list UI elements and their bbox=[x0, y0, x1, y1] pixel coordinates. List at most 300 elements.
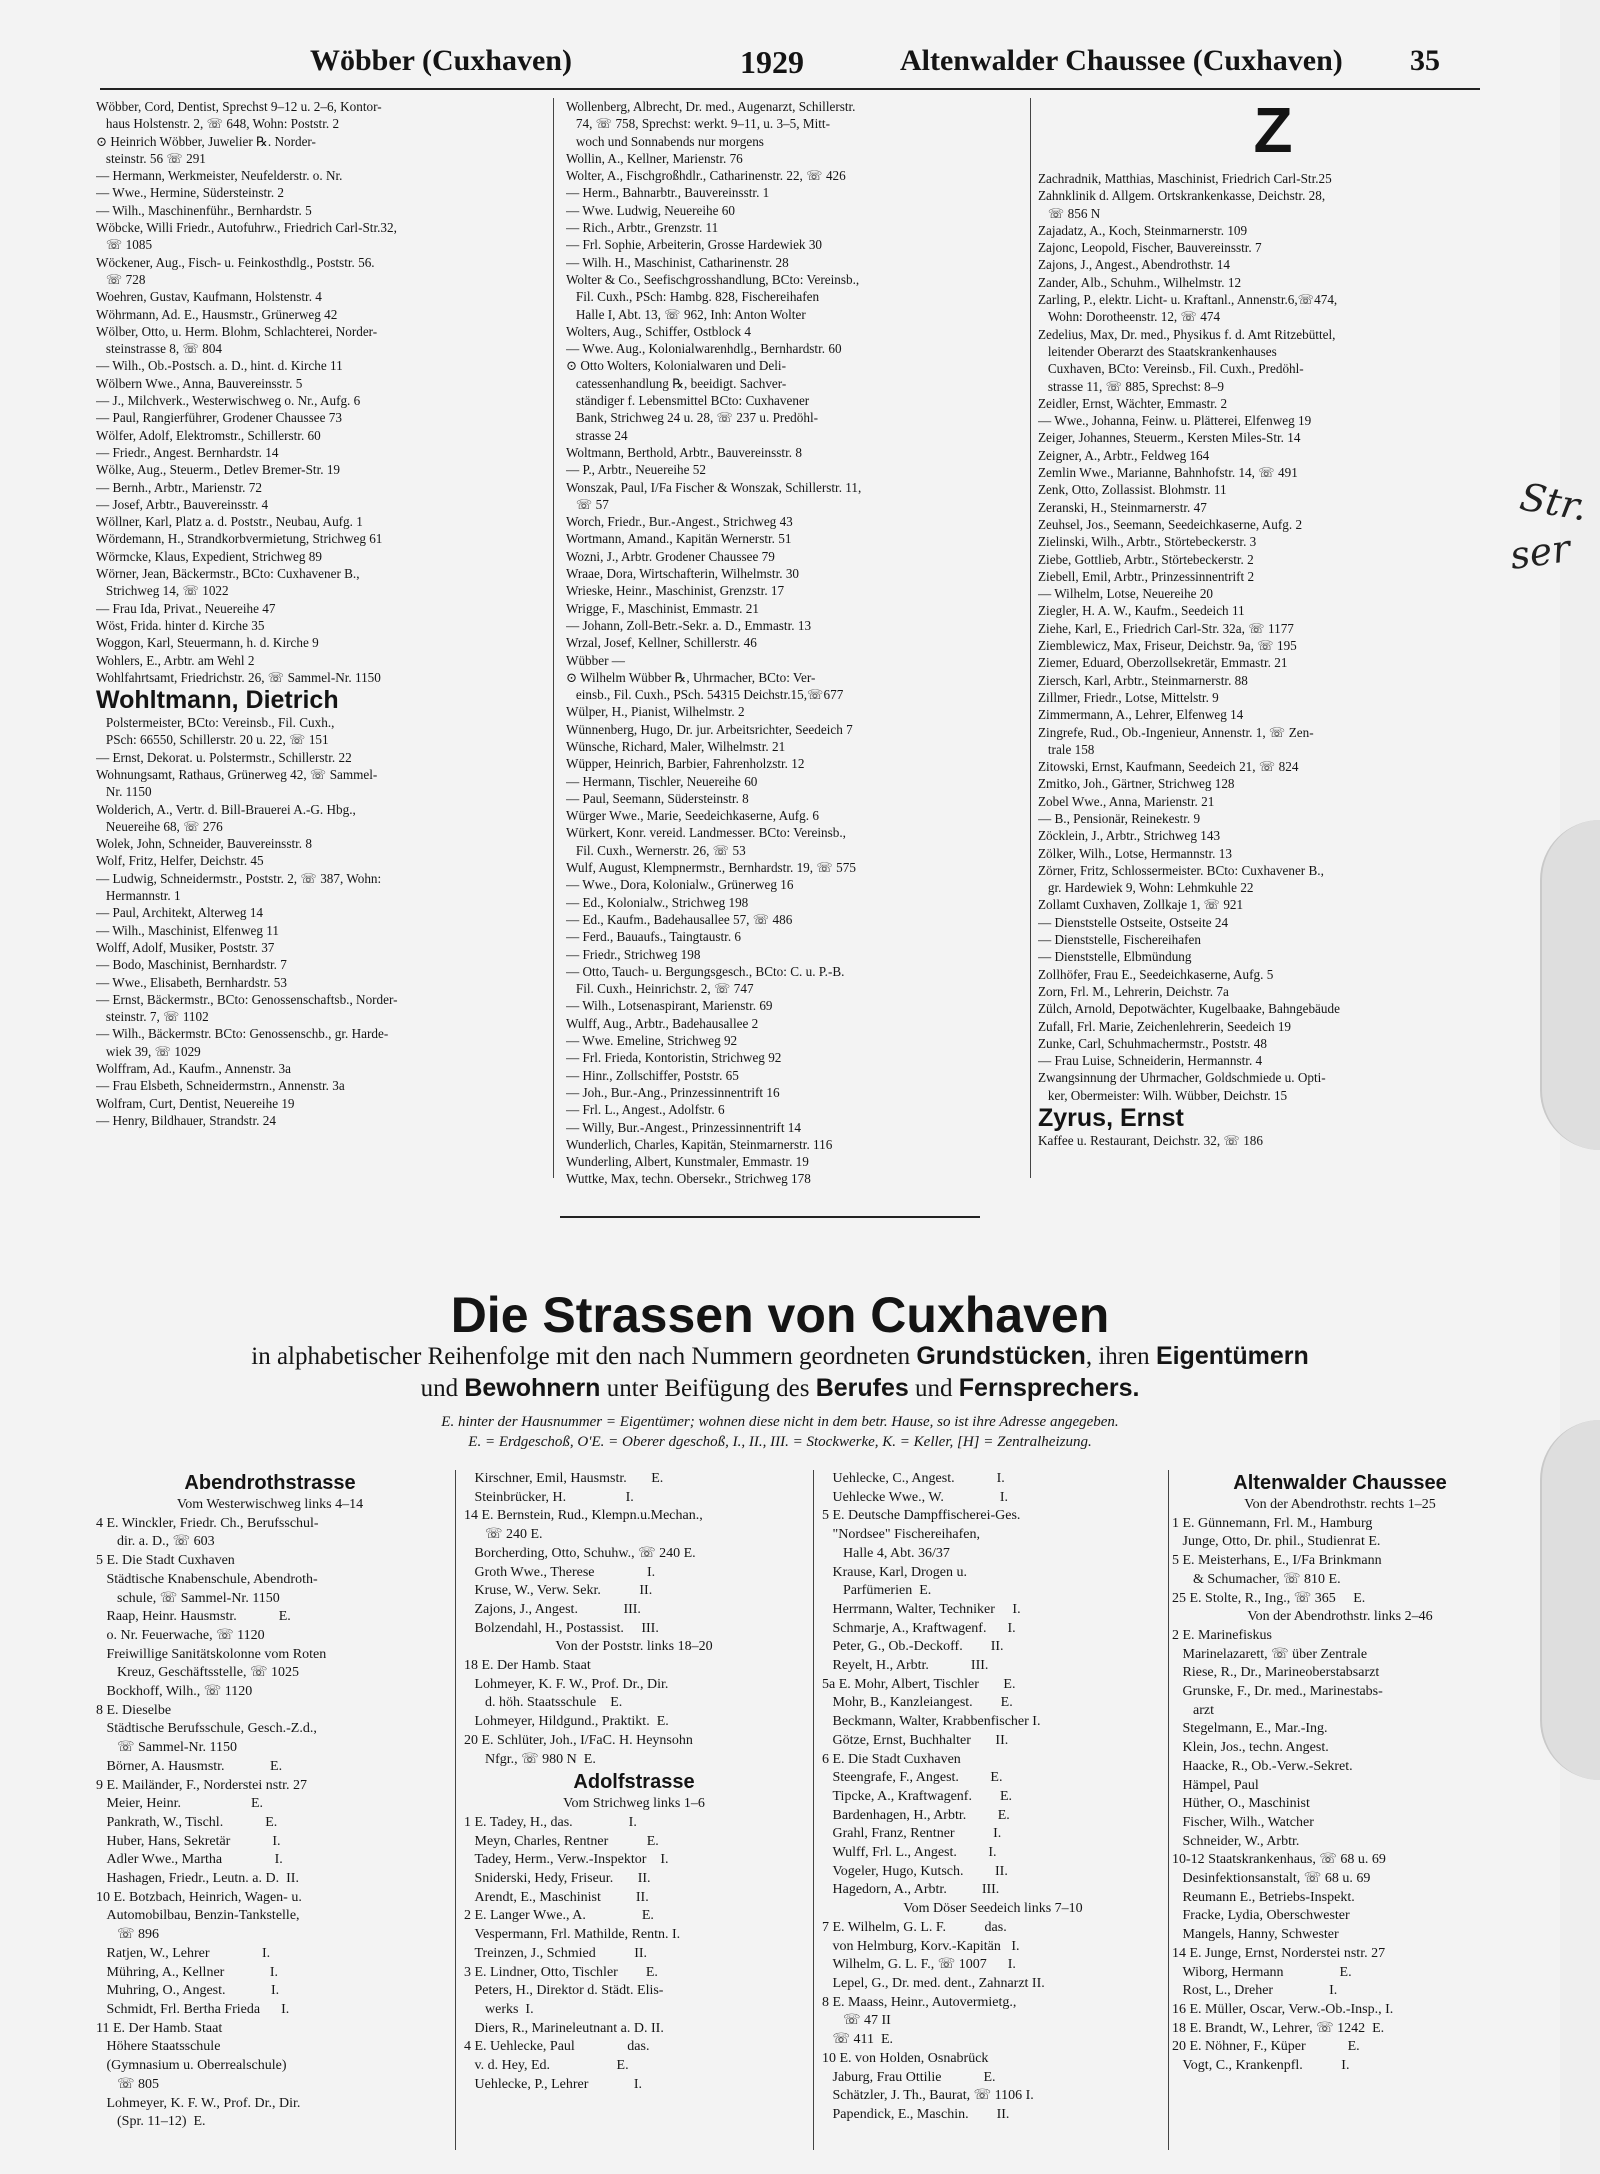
entry-line: 20 E. Nöhner, F., Küper E. bbox=[1172, 2039, 1360, 2055]
entry-line: & Schumacher, ☏ 810 E. bbox=[1172, 1571, 1341, 1587]
entry-line: Uehlecke, C., Angest. I. bbox=[822, 1471, 1005, 1486]
entry-line: Zajons, J., Angest. III. bbox=[464, 1601, 641, 1617]
column-1-entries-continued bbox=[96, 714, 546, 1129]
entry-line: Bockhoff, Wilh., ☏ 1120 bbox=[96, 1684, 253, 1700]
entry-line: Strichweg 14, ☏ 1022 bbox=[96, 583, 229, 599]
street-section: Von der Abendrothstr. links 2–46 bbox=[1247, 1609, 1433, 1625]
entry-line: ☏ 856 N bbox=[1038, 205, 1101, 221]
entry-line: — Johann, Zoll-Betr.-Sekr. a. D., Emmastr. 13 bbox=[566, 617, 812, 633]
entry-line: Pankrath, W., Tischl. E. bbox=[96, 1814, 278, 1830]
entry-line: Meyn, Charles, Rentner E. bbox=[464, 1833, 659, 1849]
entry-line: — Joh., Bur.-Ang., Prinzessinnentrift 16 bbox=[566, 1084, 780, 1100]
page-number: 35 bbox=[1410, 44, 1440, 77]
entry-line: Kruse, W., Verw. Sekr. II. bbox=[464, 1583, 653, 1599]
entry-line: Wolter, A., Fischgroßhdlr., Catharinenstr. 22, ☏ 426 bbox=[566, 168, 846, 184]
entry-line: Wölbern Wwe., Anna, Bauvereinsstr. 5 bbox=[96, 375, 303, 391]
entry-line: — Ernst, Bäckermstr., BCto: Genossenschaftsb., Norder- bbox=[96, 991, 398, 1007]
entry-line: Adler Wwe., Martha I. bbox=[96, 1852, 283, 1868]
entry-line: Wöbcke, Willi Friedr., Autofuhrw., Friedrich Carl-Str.32, bbox=[96, 220, 397, 236]
entry-line: Junge, Otto, Dr. phil., Studienrat E. bbox=[1172, 1534, 1381, 1550]
entry-line: Diers, R., Marineleutnant a. D. II. bbox=[464, 2020, 664, 2036]
entry-line: Wölfer, Adolf, Elektromstr., Schillerstr. 60 bbox=[96, 427, 321, 443]
entry-line: schule, ☏ Sammel-Nr. 1150 bbox=[96, 1590, 280, 1606]
entry-line: Reyelt, H., Arbtr. III. bbox=[822, 1658, 989, 1674]
entry-line: 10 E. Botzbach, Heinrich, Wagen- u. bbox=[96, 1889, 302, 1905]
entry-line: PSch: 66550, Schillerstr. 20 u. 22, ☏ 151 bbox=[96, 732, 329, 748]
entry-line: Steinbrücker, H. I. bbox=[464, 1489, 634, 1505]
entry-line: Zeidler, Ernst, Wächter, Emmastr. 2 bbox=[1038, 395, 1228, 411]
entry-line: 10 E. von Holden, Osnabrück bbox=[822, 2050, 989, 2066]
entry-line: Wünsche, Richard, Maler, Wilhelmstr. 21 bbox=[566, 738, 786, 754]
column-1-entries bbox=[96, 98, 546, 686]
entry-line: Zenk, Otto, Zollassist. Blohmstr. 11 bbox=[1038, 482, 1227, 498]
entry-line: Jaburg, Frau Ottilie E. bbox=[822, 2069, 996, 2085]
street-column-2 bbox=[464, 1470, 804, 2095]
entry-line: Uehlecke Wwe., W. I. bbox=[822, 1489, 1008, 1505]
entry-line: leitender Oberarzt des Staatskrankenhauses bbox=[1038, 343, 1277, 359]
entry-line: Wohlers, E., Arbtr. am Wehl 2 bbox=[96, 652, 255, 668]
entry-line: Halle 4, Abt. 36/37 bbox=[822, 1545, 950, 1561]
entry-line: Zemlin Wwe., Marianne, Bahnhofstr. 14, ☏ 491 bbox=[1038, 465, 1298, 481]
entry-line: — Paul, Architekt, Alterweg 14 bbox=[96, 905, 264, 921]
street-column-1 bbox=[96, 1470, 444, 2132]
section-rule bbox=[560, 1216, 980, 1218]
entry-line: Ratjen, W., Lehrer I. bbox=[96, 1945, 271, 1961]
entry-line: arzt bbox=[1172, 1702, 1214, 1718]
entry-line: Zunke, Carl, Schuhmachermstr., Poststr. 48 bbox=[1038, 1035, 1267, 1051]
entry-line: — Herm., Bahnarbtr., Bauvereinsstr. 1 bbox=[566, 185, 770, 201]
entry-line: Worch, Friedr., Bur.-Angest., Strichweg 43 bbox=[566, 514, 793, 530]
entry-line: Schneider, W., Arbtr. bbox=[1172, 1833, 1300, 1849]
entry-line: Marinelazarett, ☏ über Zentrale bbox=[1172, 1646, 1368, 1662]
street-section: Von der Abendrothstr. rechts 1–25 bbox=[1244, 1497, 1436, 1512]
entry-line: Städtische Knabenschule, Abendroth- bbox=[96, 1571, 318, 1587]
entry-line: Wördemann, H., Strandkorbvermietung, Strichweg 61 bbox=[96, 531, 383, 547]
entry-line: gr. Hardewiek 9, Wohn: Lehmkuhle 22 bbox=[1038, 880, 1254, 896]
entry-line: Wulf, August, Klempnermstr., Bernhardstr. 19, ☏ 575 bbox=[566, 860, 856, 876]
entry-line: Wohnungsamt, Rathaus, Grünerweg 42, ☏ Sammel- bbox=[96, 766, 378, 782]
entry-line: Wörner, Jean, Bäckermstr., BCto: Cuxhavener B., bbox=[96, 566, 360, 582]
entry-line: Sniderski, Hedy, Friseur. II. bbox=[464, 1871, 651, 1887]
entry-line: Zielinski, Wilh., Arbtr., Störtebeckerstr. 3 bbox=[1038, 534, 1257, 550]
entry-line: Zollamt Cuxhaven, Zollkaje 1, ☏ 921 bbox=[1038, 897, 1244, 913]
entry-line: Kreuz, Geschäftsstelle, ☏ 1025 bbox=[96, 1665, 299, 1681]
entry-line: ☏ 240 E. bbox=[464, 1527, 543, 1543]
entry-line: (Gymnasium u. Oberrealschule) bbox=[96, 2058, 287, 2074]
entry-line: — Frl. Frieda, Kontoristin, Strichweg 92 bbox=[566, 1050, 782, 1066]
directory-column-2 bbox=[566, 98, 1026, 1188]
entry-line: Zorn, Frl. M., Lehrerin, Deichstr. 7a bbox=[1038, 983, 1229, 999]
street-entries bbox=[96, 1496, 444, 2132]
entry-line: — Frl. Sophie, Arbeiterin, Grosse Hardewiek 30 bbox=[566, 237, 823, 253]
entry-line: Wöllner, Karl, Platz a. d. Poststr., Neubau, Aufg. 1 bbox=[96, 514, 363, 530]
street-column-3 bbox=[822, 1470, 1164, 2125]
entry-line: Automobilbau, Benzin-Tankstelle, bbox=[96, 1908, 300, 1924]
handwritten-note: ser bbox=[1507, 526, 1573, 578]
column-3-entries bbox=[1038, 170, 1508, 1104]
entry-line: Mangels, Hanny, Schwester bbox=[1172, 1927, 1339, 1943]
entry-line: — Rich., Arbtr., Grenzstr. 11 bbox=[566, 220, 719, 236]
entry-line: werks I. bbox=[464, 2001, 534, 2017]
entry-line: ☏ Sammel-Nr. 1150 bbox=[96, 1740, 238, 1756]
entry-line: Desinfektionsanstalt, ☏ 68 u. 69 bbox=[1172, 1871, 1371, 1887]
entry-line: Rost, L., Dreher I. bbox=[1172, 1983, 1338, 1999]
entry-line: 4 E. Uehlecke, Paul das. bbox=[464, 2039, 650, 2055]
entry-line: 1 E. Tadey, H., das. I. bbox=[464, 1814, 637, 1830]
entry-line: Nr. 1150 bbox=[96, 784, 152, 800]
subtitle-text: , ihren bbox=[1085, 1343, 1156, 1370]
entry-line: Huber, Hans, Sekretär I. bbox=[96, 1833, 281, 1849]
entry-line: Raap, Heinr. Hausmstr. E. bbox=[96, 1609, 291, 1625]
header-year: 1929 bbox=[740, 44, 804, 80]
entry-line: Ziemblewicz, Max, Friseur, Deichstr. 9a, ☏ 195 bbox=[1038, 638, 1297, 654]
entry-line: 5 E. Deutsche Dampffischerei-Ges. bbox=[822, 1508, 1021, 1524]
entry-line: — Wwe., Dora, Kolonialw., Grünerweg 16 bbox=[566, 877, 794, 893]
entry-line: Peters, H., Direktor d. Städt. Elis- bbox=[464, 1983, 664, 1999]
subtitle-bold: Bewohnern bbox=[464, 1374, 601, 1402]
entry-line: 2 E. Marinefiskus bbox=[1172, 1627, 1272, 1643]
entry-line: Fil. Cuxh., Wernerstr. 26, ☏ 53 bbox=[566, 842, 746, 858]
header-right: Altenwalder Chaussee (Cuxhaven) bbox=[900, 44, 1343, 77]
entry-line: Zörner, Fritz, Schlossermeister. BCto: Cuxhavener B., bbox=[1038, 862, 1324, 878]
entry-line: Ziegler, H. A. W., Kaufm., Seedeich 11 bbox=[1038, 603, 1245, 619]
entry-line: Peter, G., Ob.-Deckoff. II. bbox=[822, 1639, 1004, 1655]
entry-line: Zülch, Arnold, Depotwächter, Kugelbaake, Bahngebäude bbox=[1038, 1001, 1340, 1017]
entry-line: — Dienststelle Ostseite, Ostseite 24 bbox=[1038, 914, 1229, 930]
entry-line: einsb., Fil. Cuxh., PSch. 54315 Deichstr.15,☏677 bbox=[566, 687, 844, 703]
entry-line: Wolfram, Curt, Dentist, Neuereihe 19 bbox=[96, 1095, 295, 1111]
entry-line: Zöcklein, J., Arbtr., Strichweg 143 bbox=[1038, 828, 1221, 844]
entry-line: — Wilh., Maschinist, Elfenweg 11 bbox=[96, 922, 279, 938]
page-header bbox=[60, 44, 1500, 84]
entry-line: Hagedorn, A., Arbtr. III. bbox=[822, 1882, 1000, 1898]
entry-line: Börner, A. Hausmstr. E. bbox=[96, 1758, 283, 1774]
entry-line: Wunderling, Albert, Kunstmaler, Emmastr. 19 bbox=[566, 1154, 809, 1170]
entry-line: Wolter & Co., Seefischgrosshandlung, BCto: Vereinsb., bbox=[566, 271, 860, 287]
entry-line: ☏ 896 bbox=[96, 1927, 160, 1943]
entry-line: Woggon, Karl, Steuermann, h. d. Kirche 9 bbox=[96, 635, 319, 651]
entry-line: Zedelius, Max, Dr. med., Physikus f. d. Amt Ritzebüttel, bbox=[1038, 326, 1336, 342]
entry-line: Höhere Staatsschule bbox=[96, 2039, 221, 2055]
entry-line: Wraae, Dora, Wirtschafterin, Wilhelmstr. 30 bbox=[566, 566, 800, 582]
entry-line: Wüpper, Heinrich, Barbier, Fahrenholzstr. 12 bbox=[566, 756, 805, 772]
entry-line: ☏ 728 bbox=[96, 271, 146, 287]
entry-line: steinstr. 7, ☏ 1102 bbox=[96, 1009, 209, 1025]
entry-line: — Friedr., Angest. Bernhardstr. 14 bbox=[96, 444, 279, 460]
column-2-entries bbox=[566, 98, 1026, 1188]
entry-line: Zillmer, Friedr., Lotse, Mittelstr. 9 bbox=[1038, 689, 1219, 705]
entry-line: Würkert, Konr. vereid. Landmesser. BCto: Vereinsb., bbox=[566, 825, 846, 841]
entry-line: Zarling, P., elektr. Licht- u. Kraftanl., Annenstr.6,☏474, bbox=[1038, 292, 1338, 308]
entry-line: — Paul, Rangierführer, Grodener Chaussee 73 bbox=[96, 410, 342, 426]
entry-line: — Wwe. Emeline, Strichweg 92 bbox=[566, 1033, 738, 1049]
entry-line: trale 158 bbox=[1038, 741, 1095, 757]
directory-column-3 bbox=[1038, 98, 1508, 1149]
entry-line: Bank, Strichweg 24 u. 28, ☏ 237 u. Predöhl- bbox=[566, 410, 819, 426]
entry-line: Groth Wwe., Therese I. bbox=[464, 1564, 656, 1580]
entry-line: Ziebe, Gottlieb, Arbtr., Störtebeckerstr. 2 bbox=[1038, 551, 1254, 567]
entry-line: 10-12 Staatskrankenhaus, ☏ 68 u. 69 bbox=[1172, 1852, 1386, 1868]
entry-line: Wohlfahrtsamt, Friedrichstr. 26, ☏ Sammel-Nr. 1150 bbox=[96, 669, 381, 685]
entry-line: 9 E. Mailänder, F., Norderstei nstr. 27 bbox=[96, 1777, 308, 1793]
entry-line: — Ludwig, Schneidermstr., Poststr. 2, ☏ 387, Wohn: bbox=[96, 870, 382, 886]
entry-line: — Bodo, Maschinist, Bernhardstr. 7 bbox=[96, 957, 287, 973]
entry-line: Cuxhaven, BCto: Vereinsb., Fil. Cuxh., Predöhl- bbox=[1038, 361, 1304, 377]
entry-line: Wulff, Aug., Arbtr., Badehausallee 2 bbox=[566, 1015, 759, 1031]
street-section: Vom Westerwischweg links 4–14 bbox=[176, 1497, 364, 1512]
subtitle-text: in alphabetischer Reihenfolge mit den nach Nummern geordneten bbox=[251, 1343, 917, 1370]
street-entries bbox=[822, 1470, 1164, 2125]
entry-line: Nfgr., ☏ 980 N E. bbox=[464, 1751, 596, 1767]
entry-line: 8 E. Dieselbe bbox=[96, 1702, 172, 1718]
entry-line: — P., Arbtr., Neuereihe 52 bbox=[566, 462, 706, 478]
entry-line: ⊙ Otto Wolters, Kolonialwaren und Deli- bbox=[566, 358, 786, 374]
entry-line: Götze, Ernst, Buchhalter II. bbox=[822, 1732, 1009, 1748]
entry-line: Wuttke, Max, techn. Obersekr., Strichweg 178 bbox=[566, 1171, 811, 1187]
entry-line: Woehren, Gustav, Kaufmann, Holstenstr. 4 bbox=[96, 289, 322, 305]
entry-line: Wübber — bbox=[566, 652, 625, 668]
entry-line: Uehlecke, P., Lehrer I. bbox=[464, 2076, 643, 2092]
entry-line: Hämpel, Paul bbox=[1172, 1777, 1259, 1793]
entry-line: Borcherding, Otto, Schuhw., ☏ 240 E. bbox=[464, 1545, 696, 1561]
entry-line: Zeranski, H., Steinmarnerstr. 47 bbox=[1038, 499, 1207, 515]
entry-line: Ziehe, Karl, E., Friedrich Carl-Str. 32a, ☏ 1177 bbox=[1038, 620, 1294, 636]
entry-line: Wörmcke, Klaus, Expedient, Strichweg 89 bbox=[96, 548, 322, 564]
entry-line: Zajonc, Leopold, Fischer, Bauvereinsstr. 7 bbox=[1038, 240, 1262, 256]
entry-line: Bolzendahl, H., Postassist. III. bbox=[464, 1620, 659, 1636]
entry-line: Steengrafe, F., Angest. E. bbox=[822, 1770, 1003, 1786]
entry-line: — Hermann, Werkmeister, Neufelderstr. o. Nr. bbox=[96, 168, 343, 184]
entry-line: Ziersch, Karl, Arbtr., Steinmarnerstr. 88 bbox=[1038, 672, 1248, 688]
entry-line: Ziebell, Emil, Arbtr., Prinzessinnentrift 2 bbox=[1038, 568, 1255, 584]
entry-line: Fischer, Wilh., Watcher bbox=[1172, 1814, 1314, 1830]
street-heading: Abendrothstrasse bbox=[184, 1472, 356, 1494]
entry-line: Arendt, E., Maschinist II. bbox=[464, 1889, 649, 1905]
entry-line: Zmitko, Joh., Gärtner, Strichweg 128 bbox=[1038, 776, 1235, 792]
entry-line: Wunderlich, Charles, Kapitän, Steinmarnerstr. 116 bbox=[566, 1136, 833, 1152]
entry-line: Zander, Alb., Schuhm., Wilhelmstr. 12 bbox=[1038, 274, 1242, 290]
entry-line: strasse 24 bbox=[566, 427, 628, 443]
entry-line: Wohn: Dorotheenstr. 12, ☏ 474 bbox=[1038, 309, 1221, 325]
column-divider bbox=[1168, 1470, 1169, 2150]
entry-line: ⊙ Wilhelm Wübber ℞, Uhrmacher, BCto: Ver- bbox=[566, 669, 816, 685]
entry-line: Wolderich, A., Vertr. d. Bill-Brauerei A.-G. Hbg., bbox=[96, 801, 356, 817]
index-tab-edge bbox=[1540, 1420, 1600, 1780]
directory-column-1 bbox=[96, 98, 546, 1129]
entry-line: Hermannstr. 1 bbox=[96, 888, 181, 904]
entry-line: — Wwe. Ludwig, Neuereihe 60 bbox=[566, 202, 735, 218]
subtitle-text: unter Beifügung des bbox=[600, 1375, 816, 1402]
index-tab-edge bbox=[1540, 820, 1600, 1150]
entry-line: — Friedr., Strichweg 198 bbox=[566, 946, 701, 962]
entry-line: 5 E. Meisterhans, E., I/Fa Brinkmann bbox=[1172, 1553, 1382, 1569]
entry-line: haus Holstenstr. 2, ☏ 648, Wohn: Poststr. 2 bbox=[96, 116, 340, 132]
entry-line: Lohmeyer, Hildgund., Praktikt. E. bbox=[464, 1714, 669, 1730]
entry-line: — Wilhelm, Lotse, Neuereihe 20 bbox=[1038, 586, 1214, 602]
entry-line: Wöhrmann, Ad. E., Hausmstr., Grünerweg 42 bbox=[96, 306, 338, 322]
street-heading: Altenwalder Chaussee bbox=[1233, 1472, 1447, 1494]
entry-line: — Ed., Kolonialw., Strichweg 198 bbox=[566, 894, 749, 910]
header-left: Wöbber (Cuxhaven) bbox=[310, 44, 572, 77]
entry-line: Wollenberg, Albrecht, Dr. med., Augenarzt, Schillerstr. bbox=[566, 99, 856, 114]
entry-line: Woltmann, Berthold, Arbtr., Bauvereinsstr. 8 bbox=[566, 444, 802, 460]
entry-line: Muhring, O., Angest. I. bbox=[96, 1983, 280, 1999]
entry-line: 18 E. Der Hamb. Staat bbox=[464, 1658, 591, 1674]
entry-line: Zölker, Wilh., Lotse, Hermannstr. 13 bbox=[1038, 845, 1232, 861]
street-section: Vom Döser Seedeich links 7–10 bbox=[903, 1901, 1083, 1917]
entry-line: Wülper, H., Pianist, Wilhelmstr. 2 bbox=[566, 704, 745, 720]
entry-line: Zahnklinik d. Allgem. Ortskrankenkasse, Deichstr. 28, bbox=[1038, 188, 1326, 204]
entry-line: Wrzal, Josef, Kellner, Schillerstr. 46 bbox=[566, 635, 757, 651]
entry-line: Wrigge, F., Maschinist, Emmastr. 21 bbox=[566, 600, 759, 616]
entry-line: — Wilh., Maschinenführ., Bernhardstr. 5 bbox=[96, 202, 312, 218]
legend-note-2: E. = Erdgeschoß, O'E. = Oberer dgeschoß, I., II., III. = Stockwerke, K. = Keller, [H] = Zentralheizung. bbox=[468, 1434, 1092, 1450]
entry-line: Wollin, A., Kellner, Marienstr. 76 bbox=[566, 150, 743, 166]
entry-line: 1 E. Günnemann, Frl. M., Hamburg bbox=[1172, 1515, 1373, 1531]
entry-line: — Otto, Tauch- u. Bergungsgesch., BCto: C. u. P.-B. bbox=[566, 963, 845, 979]
entry-line: Parfümerien E. bbox=[822, 1583, 932, 1599]
entry-line: catessenhandlung ℞, beeidigt. Sachver- bbox=[566, 375, 787, 391]
street-section: Vom Strichweg links 1–6 bbox=[563, 1796, 705, 1812]
entry-line: Kaffee u. Restaurant, Deichstr. 32, ☏ 186 bbox=[1038, 1133, 1263, 1149]
entry-line: — Wilh., Ob.-Postsch. a. D., hint. d. Kirche 11 bbox=[96, 358, 343, 374]
entry-line: — Ed., Kaufm., Badehausallee 57, ☏ 486 bbox=[566, 911, 793, 927]
entry-line: Vogt, C., Krankenpfl. I. bbox=[1172, 2058, 1350, 2074]
entry-line: Vogeler, Hugo, Kutsch. II. bbox=[822, 1863, 1008, 1879]
entry-line: dir. a. D., ☏ 603 bbox=[96, 1534, 215, 1550]
entry-line: steinstrasse 8, ☏ 804 bbox=[96, 341, 223, 357]
entry-line: 18 E. Brandt, W., Lehrer, ☏ 1242 E. bbox=[1172, 2020, 1385, 2036]
entry-line: Klein, Jos., techn. Angest. bbox=[1172, 1740, 1329, 1756]
street-heading: Adolfstrasse bbox=[573, 1771, 695, 1794]
entry-line: Zingrefe, Rud., Ob.-Ingenieur, Annenstr. 1, ☏ Zen- bbox=[1038, 724, 1314, 740]
entry-line: Schmidt, Frl. Bertha Frieda I. bbox=[96, 2001, 290, 2017]
entry-line: 25 E. Stolte, R., Ing., ☏ 365 E. bbox=[1172, 1590, 1366, 1606]
subtitle-bold: Berufes bbox=[815, 1374, 909, 1402]
entry-line: 5a E. Mohr, Albert, Tischler E. bbox=[822, 1676, 1016, 1692]
entry-line: Zwangsinnung der Uhrmacher, Goldschmiede u. Opti- bbox=[1038, 1070, 1326, 1086]
entry-line: o. Nr. Feuerwache, ☏ 1120 bbox=[96, 1627, 265, 1643]
entry-line: Zitowski, Ernst, Kaufmann, Seedeich 21, ☏ 824 bbox=[1038, 759, 1299, 775]
entry-line: Zajadatz, A., Koch, Steinmarnerstr. 109 bbox=[1038, 222, 1248, 238]
entry-line: Freiwillige Sanitätskolonne vom Roten bbox=[96, 1646, 327, 1662]
entry-line: — Frau Ida, Privat., Neuereihe 47 bbox=[96, 600, 276, 616]
entry-line: Wolf, Fritz, Helfer, Deichstr. 45 bbox=[96, 853, 264, 869]
entry-line: — Bernh., Arbtr., Marienstr. 72 bbox=[96, 479, 262, 495]
entry-line: Zachradnik, Matthias, Maschinist, Friedrich Carl-Str.25 bbox=[1038, 171, 1332, 186]
bold-entry-name: Wohltmann, Dietrich bbox=[96, 686, 339, 715]
entry-line: Wöckener, Aug., Fisch- u. Feinkosthdlg., Poststr. 56. bbox=[96, 254, 375, 270]
entry-line: 2 E. Langer Wwe., A. E. bbox=[464, 1908, 654, 1924]
entry-line: Grahl, Franz, Rentner I. bbox=[822, 1826, 1002, 1842]
subtitle-bold: Grundstücken bbox=[916, 1342, 1086, 1370]
entry-line: Wolffram, Ad., Kaufm., Annenstr. 3a bbox=[96, 1061, 292, 1077]
entry-line: 5 E. Die Stadt Cuxhaven bbox=[96, 1553, 235, 1569]
entry-line: Zeuhsel, Jos., Seemann, Seedeichkaserne, Aufg. 2 bbox=[1038, 516, 1303, 532]
entry-line: Würger Wwe., Marie, Seedeichkaserne, Aufg. 6 bbox=[566, 808, 819, 824]
entry-line: Wolff, Adolf, Musiker, Poststr. 37 bbox=[96, 939, 275, 955]
entry-line: Herrmann, Walter, Techniker I. bbox=[822, 1601, 1021, 1617]
entry-line: ker, Obermeister: Wilh. Wübber, Deichstr. 15 bbox=[1038, 1087, 1288, 1103]
entry-line: ☏ 1085 bbox=[96, 237, 153, 253]
entry-line: 14 E. Bernstein, Rud., Klempn.u.Mechan., bbox=[464, 1508, 703, 1524]
entry-line: Ziemer, Eduard, Oberzollsekretär, Emmastr. 21 bbox=[1038, 655, 1288, 671]
entry-line: wiek 39, ☏ 1029 bbox=[96, 1043, 201, 1059]
entry-line: Fil. Cuxh., PSch: Hambg. 828, Fischereihafen bbox=[566, 289, 820, 305]
entry-line: Reumann E., Betriebs-Inspekt. bbox=[1172, 1889, 1355, 1905]
entry-line: Zajons, J., Angest., Abendrothstr. 14 bbox=[1038, 257, 1230, 273]
entry-line: Riese, R., Dr., Marineoberstabsarzt bbox=[1172, 1665, 1380, 1681]
entry-line: Zimmermann, A., Lehrer, Elfenweg 14 bbox=[1038, 707, 1244, 723]
entry-line: Wolek, John, Schneider, Bauvereinsstr. 8 bbox=[96, 836, 312, 852]
entry-line: — Dienststelle, Fischereihafen bbox=[1038, 932, 1201, 948]
entry-line: Kirschner, Emil, Hausmstr. E. bbox=[464, 1471, 664, 1486]
entry-line: Halle I, Abt. 13, ☏ 962, Inh: Anton Wolter bbox=[566, 306, 806, 322]
entry-line: 20 E. Schlüter, Joh., I/FaC. H. Heynsohn bbox=[464, 1732, 693, 1748]
entry-line: Krause, Karl, Drogen u. bbox=[822, 1564, 968, 1580]
entry-line: — Frau Luise, Schneiderin, Hermannstr. 4 bbox=[1038, 1053, 1263, 1069]
entry-line: "Nordsee" Fischereihafen, bbox=[822, 1527, 980, 1543]
entry-line: — Ernst, Dekorat. u. Polstermstr., Schillerstr. 22 bbox=[96, 749, 352, 765]
entry-line: Wrieske, Heinr., Maschinist, Grenzstr. 17 bbox=[566, 583, 785, 599]
entry-line: Zeiger, Johannes, Steuerm., Kersten Miles-Str. 14 bbox=[1038, 430, 1301, 446]
entry-line: Wolters, Aug., Schiffer, Ostblock 4 bbox=[566, 323, 751, 339]
entry-line: Städtische Berufsschule, Gesch.-Z.d., bbox=[96, 1721, 317, 1737]
entry-line: Zufall, Frl. Marie, Zeichenlehrerin, Seedeich 19 bbox=[1038, 1018, 1292, 1034]
entry-line: Wöbber, Cord, Dentist, Sprechst 9–12 u. 2–6, Kontor- bbox=[96, 99, 382, 114]
entry-line: — Wwe. Aug., Kolonialwarenhdlg., Bernhardstr. 60 bbox=[566, 341, 842, 357]
entry-line: Wortmann, Amand., Kapitän Wernerstr. 51 bbox=[566, 531, 792, 547]
entry-line: Fil. Cuxh., Heinrichstr. 2, ☏ 747 bbox=[566, 981, 754, 997]
entry-line: Wöst, Frida. hinter d. Kirche 35 bbox=[96, 617, 265, 633]
entry-line: — Wilh., Bäckermstr. BCto: Genossenschb., gr. Harde- bbox=[96, 1026, 389, 1042]
entry-line: Zobel Wwe., Anna, Marienstr. 21 bbox=[1038, 793, 1215, 809]
letter-heading: Z bbox=[1253, 98, 1293, 166]
entry-line: Hüther, O., Maschinist bbox=[1172, 1796, 1310, 1812]
street-column-4 bbox=[1172, 1470, 1508, 2076]
entry-line: Wulff, Frl. L., Angest. I. bbox=[822, 1845, 997, 1861]
entry-line: — Wwe., Hermine, Südersteinstr. 2 bbox=[96, 185, 285, 201]
entry-line: ☏ 411 E. bbox=[822, 2032, 894, 2048]
entry-line: strasse 11, ☏ 885, Sprechst: 8–9 bbox=[1038, 378, 1224, 394]
entry-line: — Frau Elsbeth, Schneidermstrn., Annenstr. 3a bbox=[96, 1078, 345, 1094]
entry-line: Grunske, F., Dr. med., Marinestabs- bbox=[1172, 1684, 1383, 1700]
column-divider bbox=[813, 1470, 814, 2150]
entry-line: Fracke, Lydia, Oberschwester bbox=[1172, 1908, 1350, 1924]
handwritten-note: Str. bbox=[1516, 474, 1591, 530]
entry-line: Haacke, R., Ob.-Verw.-Sekret. bbox=[1172, 1758, 1353, 1774]
entry-line: Lohmeyer, K. F. W., Prof. Dr., Dir. bbox=[464, 1676, 669, 1692]
entry-line: Wünnenberg, Hugo, Dr. jur. Arbeitsrichter, Seedeich 7 bbox=[566, 721, 853, 737]
entry-line: — Henry, Bildhauer, Strandstr. 24 bbox=[96, 1112, 276, 1128]
entry-line: von Helmburg, Korv.-Kapitän I. bbox=[822, 1938, 1020, 1954]
entry-line: 3 E. Lindner, Otto, Tischler E. bbox=[464, 1964, 658, 1980]
section-subtitle-2 bbox=[0, 1374, 1560, 1403]
header-rule bbox=[100, 88, 1480, 90]
street-entries bbox=[1172, 1496, 1508, 2076]
street-section: Von der Poststr. links 18–20 bbox=[555, 1639, 713, 1655]
entry-line: Tipcke, A., Kraftwagenf. E. bbox=[822, 1788, 1013, 1804]
entry-line: ☏ 47 II bbox=[822, 2013, 891, 2029]
column-divider bbox=[1030, 98, 1031, 1178]
entry-line: Lohmeyer, K. F. W., Prof. Dr., Dir. bbox=[96, 2095, 301, 2111]
entry-line: 74, ☏ 758, Sprechst: werkt. 9–11, u. 3–5, Mitt- bbox=[566, 116, 830, 132]
entry-line: v. d. Hey, Ed. E. bbox=[464, 2058, 629, 2074]
entry-line: Vespermann, Frl. Mathilde, Rentn. I. bbox=[464, 1927, 681, 1943]
entry-line: — Wwe., Johanna, Feinw. u. Plätterei, Elfenweg 19 bbox=[1038, 413, 1312, 429]
entry-line: Wölke, Aug., Steuerm., Detlev Bremer-Str. 19 bbox=[96, 462, 341, 478]
entry-line: 8 E. Maass, Heinr., Autovermietg., bbox=[822, 1994, 1017, 2010]
